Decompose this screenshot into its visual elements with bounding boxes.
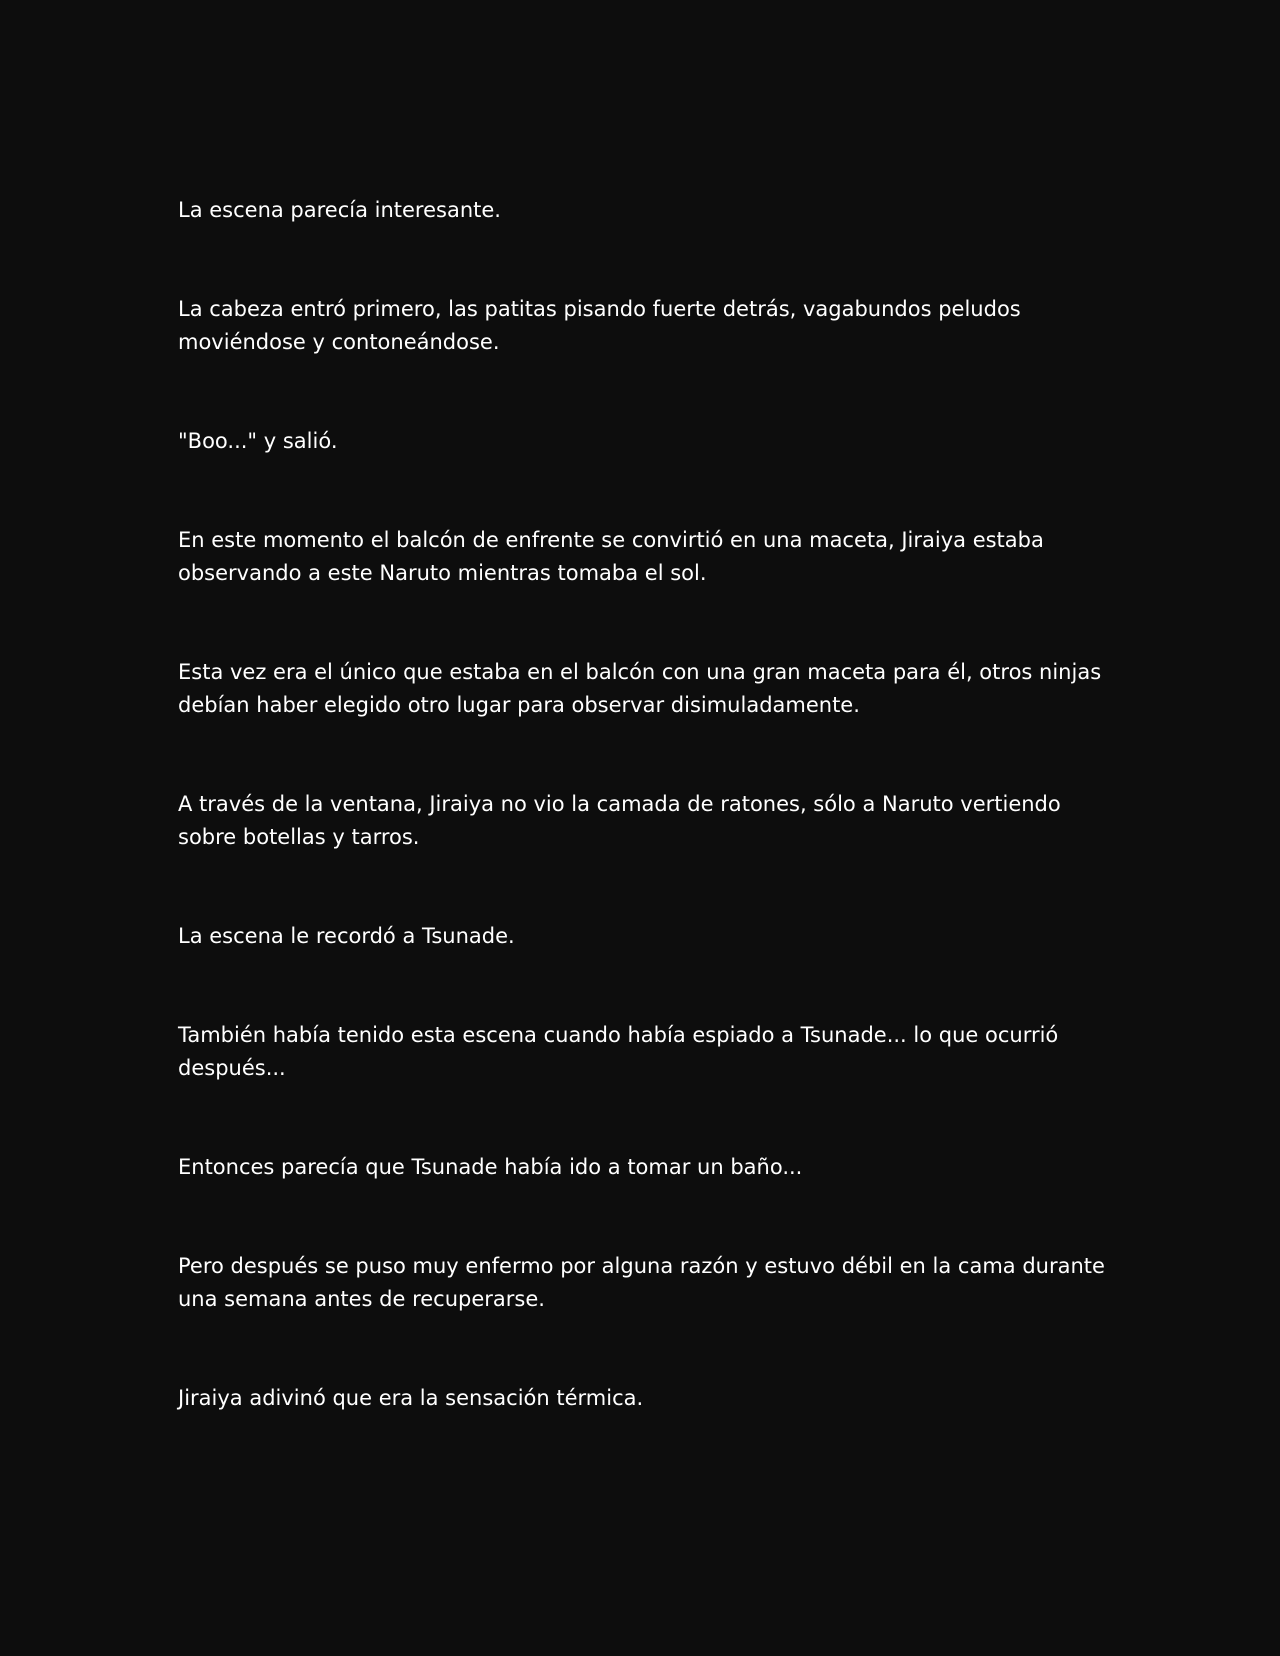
paragraph: Pero después se puso muy enfermo por alguna razón y estuvo débil en la cama durante una semana antes de recuperarse. <box>178 1254 1105 1311</box>
paragraph: Entonces parecía que Tsunade había ido a tomar un baño... <box>178 1155 803 1179</box>
paragraph: También había tenido esta escena cuando había espiado a Tsunade... lo que ocurrió después... <box>178 1023 1059 1080</box>
paragraph: Jiraiya adivinó que era la sensación térmica. <box>178 1386 644 1410</box>
paragraph: La escena parecía interesante. <box>178 198 501 222</box>
paragraph: En este momento el balcón de enfrente se convirtió en una maceta, Jiraiya estaba observando a este Naruto mientras tomaba el sol. <box>178 528 1044 585</box>
paragraph: Esta vez era el único que estaba en el balcón con una gran maceta para él, otros ninjas debían haber elegido otro lugar para observar disimuladamente. <box>178 660 1102 717</box>
paragraph: La cabeza entró primero, las patitas pisando fuerte detrás, vagabundos peludos moviéndose y contoneándose. <box>178 297 1021 354</box>
paragraph: La escena le recordó a Tsunade. <box>178 924 515 948</box>
document-body <box>178 194 1108 1481</box>
paragraph: "Boo..." y salió. <box>178 429 338 453</box>
paragraph: A través de la ventana, Jiraiya no vio la camada de ratones, sólo a Naruto vertiendo sobre botellas y tarros. <box>178 792 1061 849</box>
